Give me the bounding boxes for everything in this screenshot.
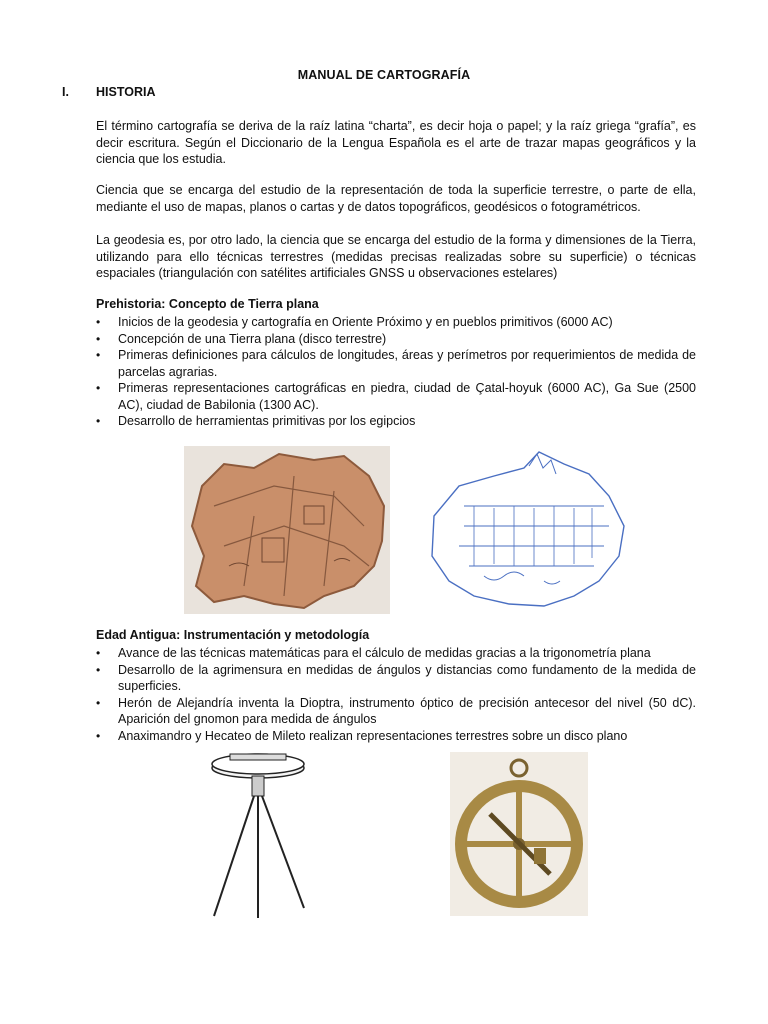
bullet-icon: • — [96, 348, 101, 362]
prehistory-heading: Prehistoria: Concepto de Tierra plana — [96, 297, 319, 311]
list-item: • Herón de Alejandría inventa la Dioptra, instrumento óptico de precisión antecesor del nivel (50 dC). Aparición del gnomon para medida de ángulos — [96, 695, 696, 726]
list-item: • Desarrollo de herramientas primitivas por los egipcios — [96, 414, 416, 428]
paragraph-definition: Ciencia que se encarga del estudio de la representación de toda la superficie terrestre, o parte de ella, mediante el uso de mapas, planos o cartas y de datos topográficos, geodésicos o fotogramétricos. — [96, 183, 696, 214]
clay-tablet-map-image — [184, 446, 390, 614]
list-item: • Desarrollo de la agrimensura en medidas de ángulos y distancias como fundamento de la medida de superficies. — [96, 662, 696, 693]
section-number: I. — [62, 85, 69, 99]
paragraph-geodesy: La geodesia es, por otro lado, la ciencia que se encarga del estudio de la forma y dimensiones de la Tierra, utilizando para ello técnicas terrestres (medidas precisas realizadas sobre su superficie) o técnicas espaciales (triangulación con satélites artificiales GNSS u observaciones estelares) — [96, 233, 696, 280]
antiquity-list — [96, 645, 696, 744]
section-title: HISTORIA — [96, 85, 156, 99]
bullet-icon: • — [96, 331, 101, 346]
prehistory-list — [96, 314, 696, 430]
paragraph-etymology: El término cartografía se deriva de la raíz latina “charta”, es decir hoja o papel; y la raíz griega “grafía”, es decir escritura. Según el Diccionario de la Lengua Española es el arte de trazar mapas geográficos y la ciencia que los estudia. — [96, 119, 696, 166]
bullet-icon: • — [96, 414, 101, 428]
antiquity-heading: Edad Antigua: Instrumentación y metodología — [96, 628, 370, 642]
bullet-icon: • — [96, 662, 101, 677]
tablet-sketch-image — [414, 446, 642, 614]
section-heading — [62, 85, 156, 99]
list-item: • Primeras definiciones para cálculos de longitudes, áreas y perímetros por requerimientos de medida de parcelas agrarias. — [96, 348, 696, 379]
list-item: • Concepción de una Tierra plana (disco terrestre) — [96, 331, 387, 346]
bullet-icon: • — [96, 381, 101, 395]
list-item: • Primeras representaciones cartográficas en piedra, ciudad de Çatal-hoyuk (6000 AC), Ga Sue (2500 AC), ciudad de Babilonia (1300 AC). — [96, 381, 696, 412]
astrolabe-image — [450, 752, 588, 916]
bullet-icon: • — [96, 315, 101, 329]
list-item: • Anaximandro y Hecateo de Mileto realizan representaciones terrestres sobre un disco plano — [96, 728, 628, 743]
list-item: • Inicios de la geodesia y cartografía en Oriente Próximo y en pueblos primitivos (6000 AC) — [96, 315, 613, 329]
bullet-icon: • — [96, 695, 101, 710]
list-item: • Avance de las técnicas matemáticas para el cálculo de medidas gracias a la trigonometría plana — [96, 646, 651, 660]
dioptra-tripod-image — [200, 750, 316, 922]
bullet-icon: • — [96, 646, 101, 660]
bullet-icon: • — [96, 728, 101, 743]
page-title: MANUAL DE CARTOGRAFÍA — [297, 68, 471, 82]
